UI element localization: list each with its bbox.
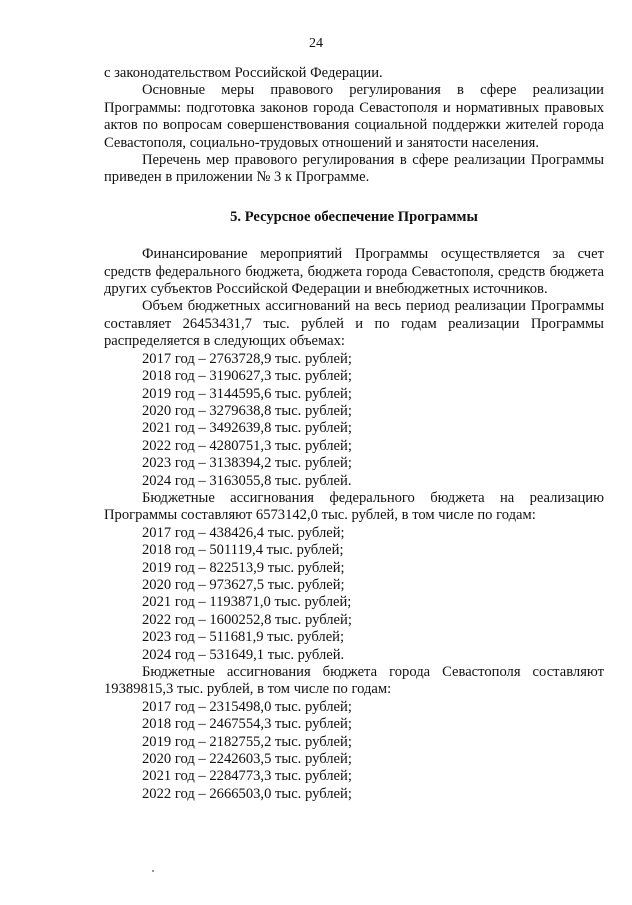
list-item: 2021 год – 3492639,8 тыс. рублей;: [142, 420, 352, 437]
list-item: 2021 год – 1193871,0 тыс. рублей;: [142, 594, 352, 611]
list-item: 2017 год – 2763728,9 тыс. рублей;: [142, 350, 352, 367]
list-item: 2022 год – 1600252,8 тыс. рублей;: [142, 611, 352, 628]
list-item: 2018 год – 2467554,3 тыс. рублей;: [142, 716, 352, 733]
list-item: 2018 год – 501119,4 тыс. рублей;: [142, 542, 344, 559]
list-item: 2024 год – 3163055,8 тыс. рублей.: [142, 472, 352, 489]
list-item: 2020 год – 2242603,5 тыс. рублей;: [142, 751, 352, 768]
list-item: 2017 год – 438426,4 тыс. рублей;: [142, 524, 345, 541]
list-item: 2019 год – 3144595,6 тыс. рублей;: [142, 385, 352, 402]
list-item: 2020 год – 3279638,8 тыс. рублей;: [142, 402, 352, 419]
paragraph-legal-measures: Основные меры правового регулирования в сфере реализации Программы: подготовка законов города Севастополя и нормативных правовых актов по вопросам совершенствования социальной поддержки жителей города Севастополя, социально-трудовых отношений и занятости населения.: [104, 82, 604, 151]
paragraph-legislation-continuation: с законодательством Российской Федерации.: [104, 65, 383, 81]
scan-speck: [152, 870, 154, 872]
paragraph-city-allocations: Бюджетные ассигнования бюджета города Севастополя составляют 19389815,3 тыс. рублей, в том числе по годам:: [104, 664, 604, 698]
list-item: 2019 год – 822513,9 тыс. рублей;: [142, 559, 345, 576]
paragraph-legal-measures-list: Перечень мер правового регулирования в сфере реализации Программы приведен в приложении № 3 к Программе.: [104, 152, 604, 186]
list-item: 2018 год – 3190627,3 тыс. рублей;: [142, 368, 352, 385]
section-title: 5. Ресурсное обеспечение Программы: [230, 208, 478, 225]
list-item: 2020 год – 973627,5 тыс. рублей;: [142, 576, 345, 593]
page-number: 24: [309, 36, 323, 51]
list-item: 2023 год – 3138394,2 тыс. рублей;: [142, 455, 352, 472]
city-allocations-list: [104, 699, 604, 803]
total-allocations-list: [104, 351, 604, 490]
list-item: 2021 год – 2284773,3 тыс. рублей;: [142, 768, 352, 785]
list-item: 2024 год – 531649,1 тыс. рублей.: [142, 646, 345, 663]
list-item: 2023 год – 511681,9 тыс. рублей;: [142, 629, 345, 646]
paragraph-total-allocations: Объем бюджетных ассигнований на весь период реализации Программы составляет 26453431,7 тыс. рублей и по годам реализации Программы распределяется в следующих объемах:: [104, 298, 604, 350]
paragraph-financing-sources: Финансирование мероприятий Программы осуществляется за счет средств федерального бюджета, бюджета города Севастополя, средств бюджета других субъектов Российской Федерации и внебюджетных источников.: [104, 246, 604, 298]
list-item: 2022 год – 4280751,3 тыс. рублей;: [142, 437, 352, 454]
list-item: 2017 год – 2315498,0 тыс. рублей;: [142, 698, 352, 715]
federal-allocations-list: [104, 525, 604, 664]
document-body: [104, 65, 604, 803]
paragraph-federal-allocations: Бюджетные ассигнования федерального бюджета на реализацию Программы составляют 6573142,0 тыс. рублей, в том числе по годам:: [104, 489, 604, 524]
list-item: 2022 год – 2666503,0 тыс. рублей;: [142, 785, 352, 802]
list-item: 2019 год – 2182755,2 тыс. рублей;: [142, 733, 352, 750]
